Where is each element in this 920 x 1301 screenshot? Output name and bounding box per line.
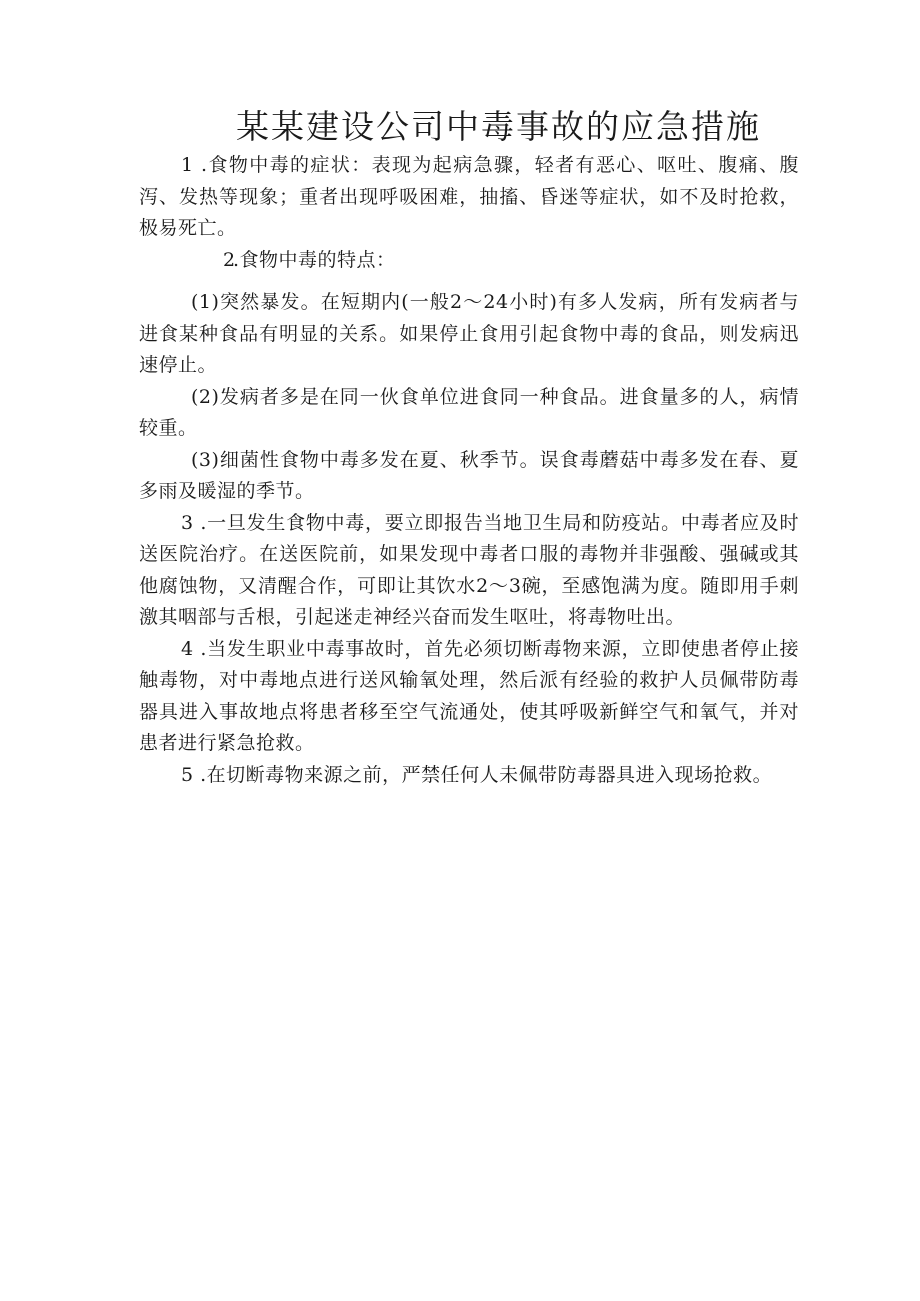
document-title: 某某建设公司中毒事故的应急措施	[236, 107, 761, 146]
paragraph-heading-text: .食物中毒的特点：	[233, 248, 396, 271]
paragraph-report-and-treat: 3 .一旦发生食物中毒，要立即报告当地卫生局和防疫站。中毒者应及时送医院治疗。在送医院前，如果发现中毒者口服的毒物并非强酸、强碱或其他腐蚀物，又清醒合作，可即让其饮水2～3碗，至感饱满为度。随即用手刺激其咽部与舌根，引起迷走神经兴奋而发生呕吐，将毒物吐出。	[139, 511, 799, 628]
paragraph-number: 2	[223, 248, 236, 271]
paragraph-seasonal: (3)细菌性食物中毒多发在夏、秋季节。误食毒蘑菇中毒多发在春、夏多雨及暖湿的季节。	[139, 448, 799, 502]
paragraph-cut-source: 5 .在切断毒物来源之前，严禁任何人未佩带防毒器具进入现场抢救。	[181, 763, 773, 786]
paragraph-characteristics-heading	[139, 245, 799, 277]
paragraph-sudden-outbreak: (1)突然暴发。在短期内(一般2～24小时)有多人发病，所有发病者与进食某种食品有明显的关系。如果停止食用引起食物中毒的食品，则发病迅速停止。	[139, 291, 799, 376]
document-body	[139, 150, 799, 791]
paragraph-same-food: (2)发病者多是在同一伙食单位进食同一种食品。进食量多的人，病情较重。	[139, 385, 799, 439]
paragraph-occupational-poisoning: 4 .当发生职业中毒事故时，首先必须切断毒物来源，立即使患者停止接触毒物，对中毒地点进行送风输氧处理，然后派有经验的救护人员佩带防毒器具进入事故地点将患者移至空气流通处，使其呼吸新鲜空气和氧气，并对患者进行紧急抢救。	[139, 637, 799, 754]
paragraph-symptoms: 1 .食物中毒的症状：表现为起病急骤，轻者有恶心、呕吐、腹痛、腹泻、发热等现象；重者出现呼吸困难，抽搐、昏迷等症状，如不及时抢救，极易死亡。	[139, 154, 799, 239]
